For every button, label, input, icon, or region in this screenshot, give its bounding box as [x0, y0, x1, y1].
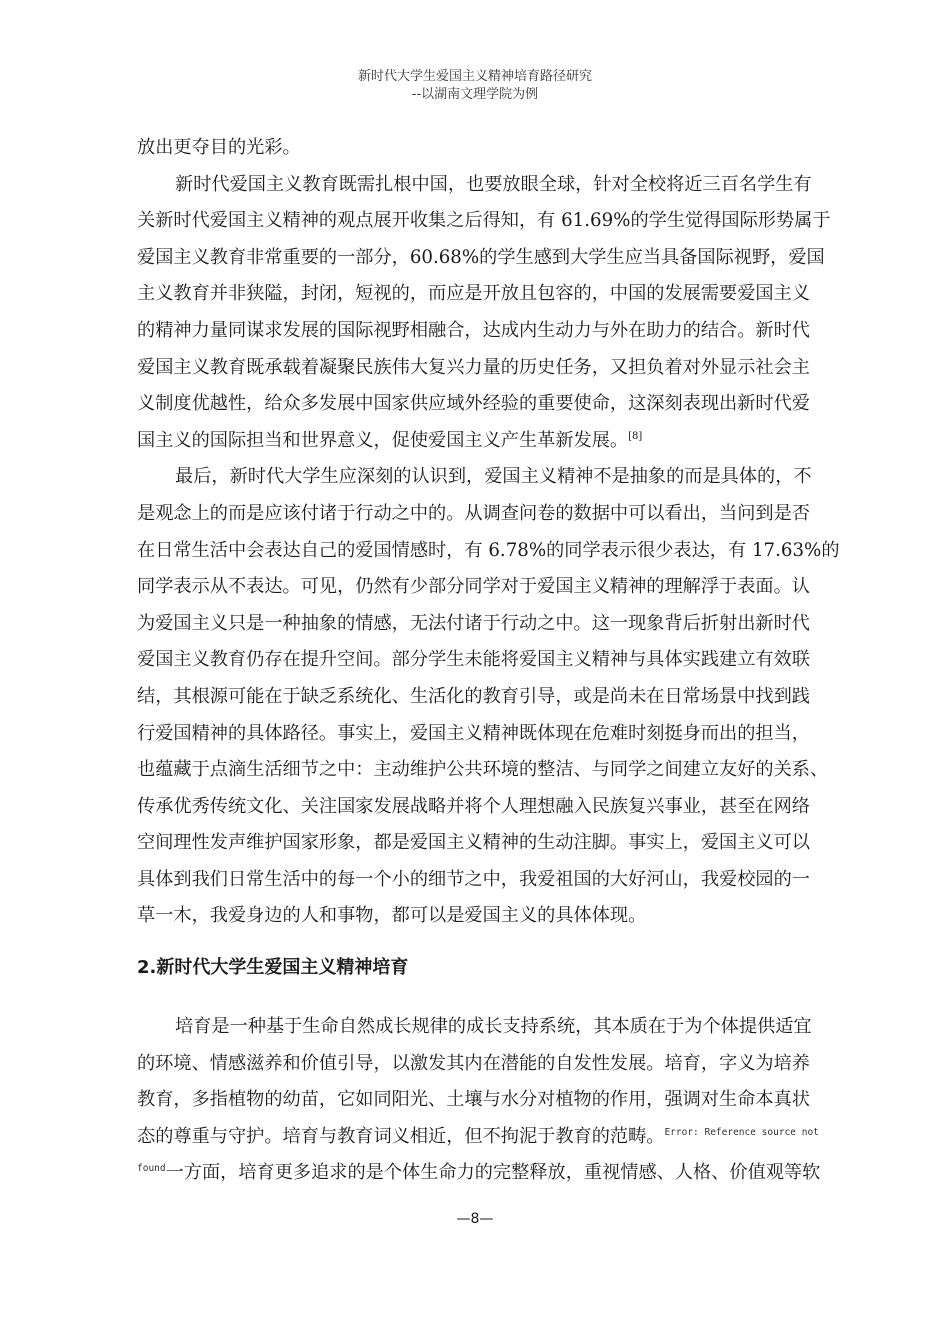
para2-line: 关新时代爱国主义精神的观点展开收集之后得知，有 61.69%的学生觉得国际形势属于: [137, 210, 831, 232]
para3-line: 结，其根源可能在于缺乏系统化、生活化的教育引导，或是尚未在日常场景中找到践: [137, 685, 810, 707]
para3-line: 具体到我们日常生活中的每一个小的细节之中，我爱祖国的大好河山，我爱校园的一: [137, 868, 810, 890]
reference-error-note: Error: Reference source not: [664, 1126, 819, 1138]
reference-error-note-cont: found: [137, 1163, 166, 1175]
para3-line: 爱国主义教育仍存在提升空间。部分学生未能将爱国主义精神与具体实践建立有效联: [137, 649, 810, 671]
paragraph-cultivation: [137, 1009, 867, 1192]
para4-line: [137, 1155, 867, 1192]
para2-line: 爱国主义教育非常重要的一部分，60.68%的学生感到大学生应当具备国际视野，爱国: [137, 246, 825, 268]
body-text: [137, 130, 867, 1192]
para3-line: 最后，新时代大学生应深刻的认识到，爱国主义精神不是抽象的而是具体的，不: [175, 466, 812, 488]
para4-line: [137, 1119, 867, 1156]
para2-line: 新时代爱国主义教育既需扎根中国，也要放眼全球，针对全校将近三百名学生有: [175, 173, 812, 195]
para2-line: 的精神力量同谋求发展的国际视野相融合，达成内生动力与外在助力的结合。新时代: [137, 319, 810, 341]
section-heading: 2.新时代大学生爱国主义精神培育: [137, 957, 409, 979]
para3-line: 同学表示从不表达。可见，仍然有少部分同学对于爱国主义精神的理解浮于表面。认: [137, 576, 810, 598]
running-header: [0, 68, 950, 104]
para3-line: 为爱国主义只是一种抽象的情感，无法付诸于行动之中。这一现象背后折射出新时代: [137, 612, 810, 634]
para3-line: 传承优秀传统文化、关注国家发展战略并将个人理想融入民族复兴事业，甚至在网络: [137, 795, 810, 817]
para4-line4-text: 态的尊重与守护。培育与教育词义相近，但不拘泥于教育的范畴。: [137, 1125, 665, 1147]
para3-line: 草一木，我爱身边的人和事物，都可以是爱国主义的具体体现。: [137, 905, 647, 927]
page-number: —8—: [456, 1211, 494, 1227]
header-subtitle: --以湖南文理学院为例: [411, 87, 539, 102]
para2-last-text: 国主义的国际担当和世界意义，促使爱国主义产生革新发展。: [137, 429, 629, 451]
para1-line: 放出更夺目的光彩。: [137, 137, 301, 158]
paragraph-international-view: [137, 167, 867, 460]
para3-line: 也蕴藏于点滴生活细节之中：主动维护公共环境的整洁、与同学之间建立友好的关系、: [137, 759, 829, 781]
para4-line: 教育，多指植物的幼苗，它如同阳光、土壤与水分对植物的作用，强调对生命本真状: [137, 1089, 810, 1111]
para3-line: 空间理性发声维护国家形象，都是爱国主义精神的生动注脚。事实上，爱国主义可以: [137, 832, 810, 854]
para2-line: 义制度优越性，给众多发展中国家供应域外经验的重要使命，这深刻表现出新时代爱: [137, 393, 810, 415]
para3-line: 是观念上的而是应该付诸于行动之中的。从调查问卷的数据中可以看出，当问到是否: [137, 502, 810, 524]
citation-mark: [8]: [628, 430, 643, 442]
para4-line5-text: 一方面，培育更多追求的是个体生命力的完整释放，重视情感、人格、价值观等软: [165, 1162, 821, 1184]
para4-line: 培育是一种基于生命自然成长规律的成长支持系统，其本质在于为个体提供适宜: [175, 1016, 812, 1038]
para2-last-line: [137, 423, 867, 460]
paragraph-concrete-patriotism: [137, 459, 867, 935]
para2-line: 爱国主义教育既承载着凝聚民族伟大复兴力量的历史任务，又担负着对外显示社会主: [137, 356, 810, 378]
para2-line: 主义教育并非狭隘，封闭，短视的，而应是开放且包容的，中国的发展需要爱国主义: [137, 283, 810, 305]
header-title: 新时代大学生爱国主义精神培育路径研究: [357, 69, 592, 84]
para3-line: 在日常生活中会表达自己的爱国情感时，有 6.78%的同学表示很少表达，有 17.63%的: [137, 539, 840, 561]
para3-line: 行爱国精神的具体路径。事实上，爱国主义精神既体现在危难时刻挺身而出的担当，: [137, 722, 810, 744]
para4-line: 的环境、情感滋养和价值引导，以激发其内在潜能的自发性发展。培育，字义为培养: [137, 1052, 810, 1074]
